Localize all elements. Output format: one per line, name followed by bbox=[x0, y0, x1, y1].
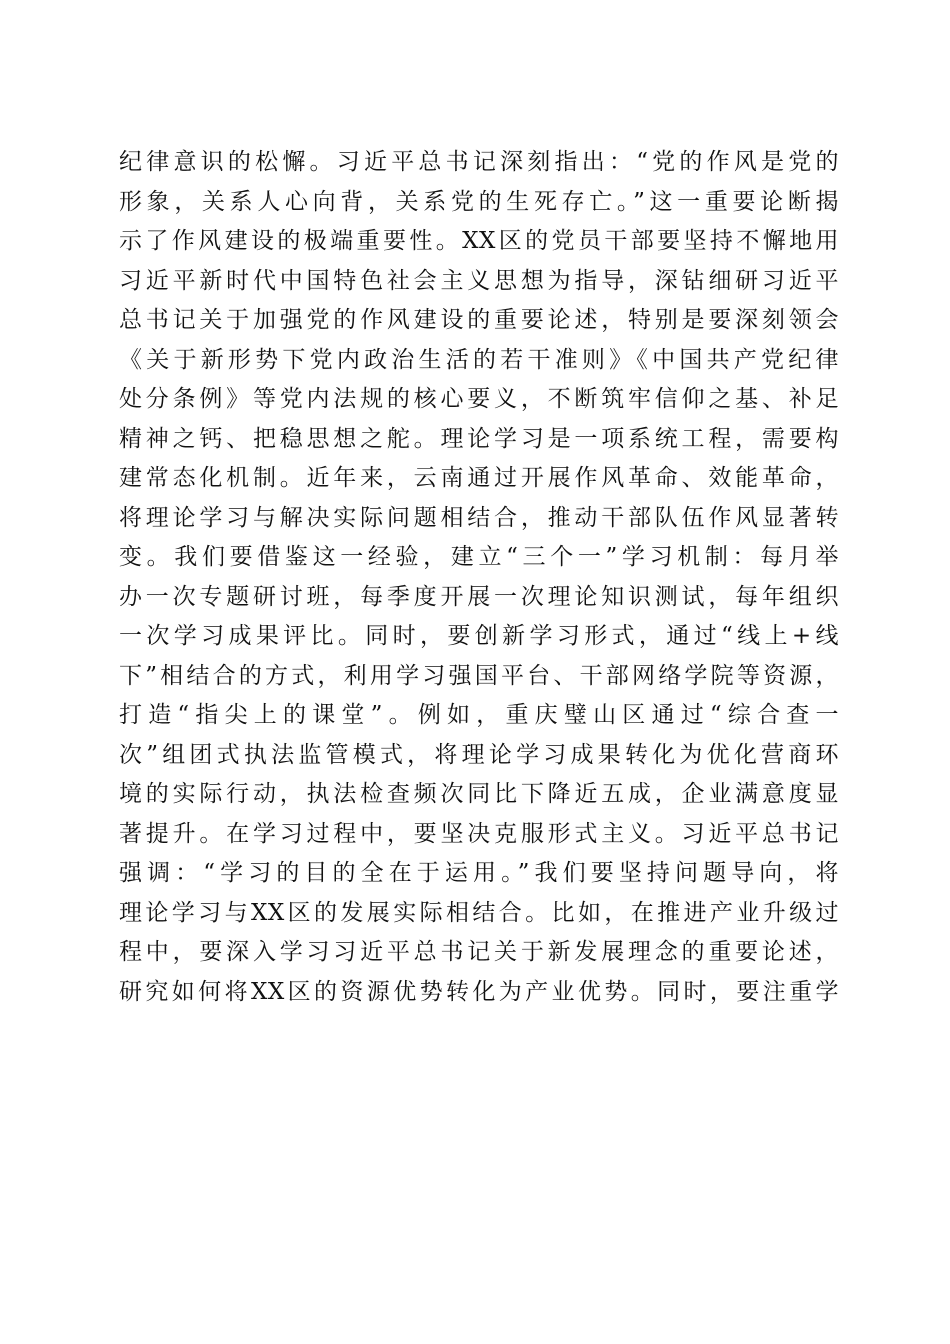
text-line: 习近平新时代中国特色社会主义思想为指导，深钻细研习近平 bbox=[119, 267, 839, 294]
text-line: 精神之钙、把稳思想之舵。理论学习是一项系统工程，需要构 bbox=[119, 425, 839, 452]
text-line: 形象，关系人心向背，关系党的生死存亡。”这一重要论断揭 bbox=[119, 188, 839, 215]
text-line: 下”相结合的方式，利用学习强国平台、干部网络学院等资源， bbox=[119, 662, 839, 689]
text-line: 建常态化机制。近年来，云南通过开展作风革命、效能革命， bbox=[119, 465, 839, 491]
text-line: 一次学习成果评比。同时，要创新学习形式，通过“线上+线 bbox=[119, 623, 839, 649]
text-line: 著提升。在学习过程中，要坚决克服形式主义。习近平总书记 bbox=[119, 820, 839, 847]
text-line: 变。我们要借鉴这一经验，建立“三个一”学习机制：每月举 bbox=[119, 544, 839, 570]
text-line: 示了作风建设的极端重要性。XX区的党员干部要坚持不懈地用 bbox=[119, 228, 839, 254]
text-line: 理论学习与XX区的发展实际相结合。比如，在推进产业升级过 bbox=[119, 899, 839, 926]
text-line: 强调：“学习的目的全在于运用。”我们要坚持问题导向，将 bbox=[119, 860, 839, 886]
text-line: 纪律意识的松懈。习近平总书记深刻指出：“党的作风是党的 bbox=[119, 149, 839, 175]
text-line: 次”组团式执法监管模式，将理论学习成果转化为优化营商环 bbox=[119, 741, 839, 768]
text-line: 办一次专题研讨班，每季度开展一次理论知识测试，每年组织 bbox=[119, 583, 839, 610]
text-line: 处分条例》等党内法规的核心要义，不断筑牢信仰之基、补足 bbox=[119, 386, 839, 412]
text-line: 《关于新形势下党内政治生活的若干准则》《中国共产党纪律 bbox=[119, 346, 839, 373]
text-line: 打造“指尖上的课堂”。例如，重庆璧山区通过“综合查一 bbox=[119, 702, 839, 728]
text-line: 总书记关于加强党的作风建设的重要论述，特别是要深刻领会 bbox=[119, 307, 839, 333]
text-line: 研究如何将XX区的资源优势转化为产业优势。同时，要注重学 bbox=[119, 978, 839, 1005]
text-line: 将理论学习与解决实际问题相结合，推动干部队伍作风显著转 bbox=[119, 504, 839, 531]
body-text bbox=[119, 143, 839, 1012]
text-line: 境的实际行动，执法检查频次同比下降近五成，企业满意度显 bbox=[119, 781, 839, 807]
text-line: 程中，要深入学习习近平总书记关于新发展理念的重要论述， bbox=[119, 939, 839, 965]
